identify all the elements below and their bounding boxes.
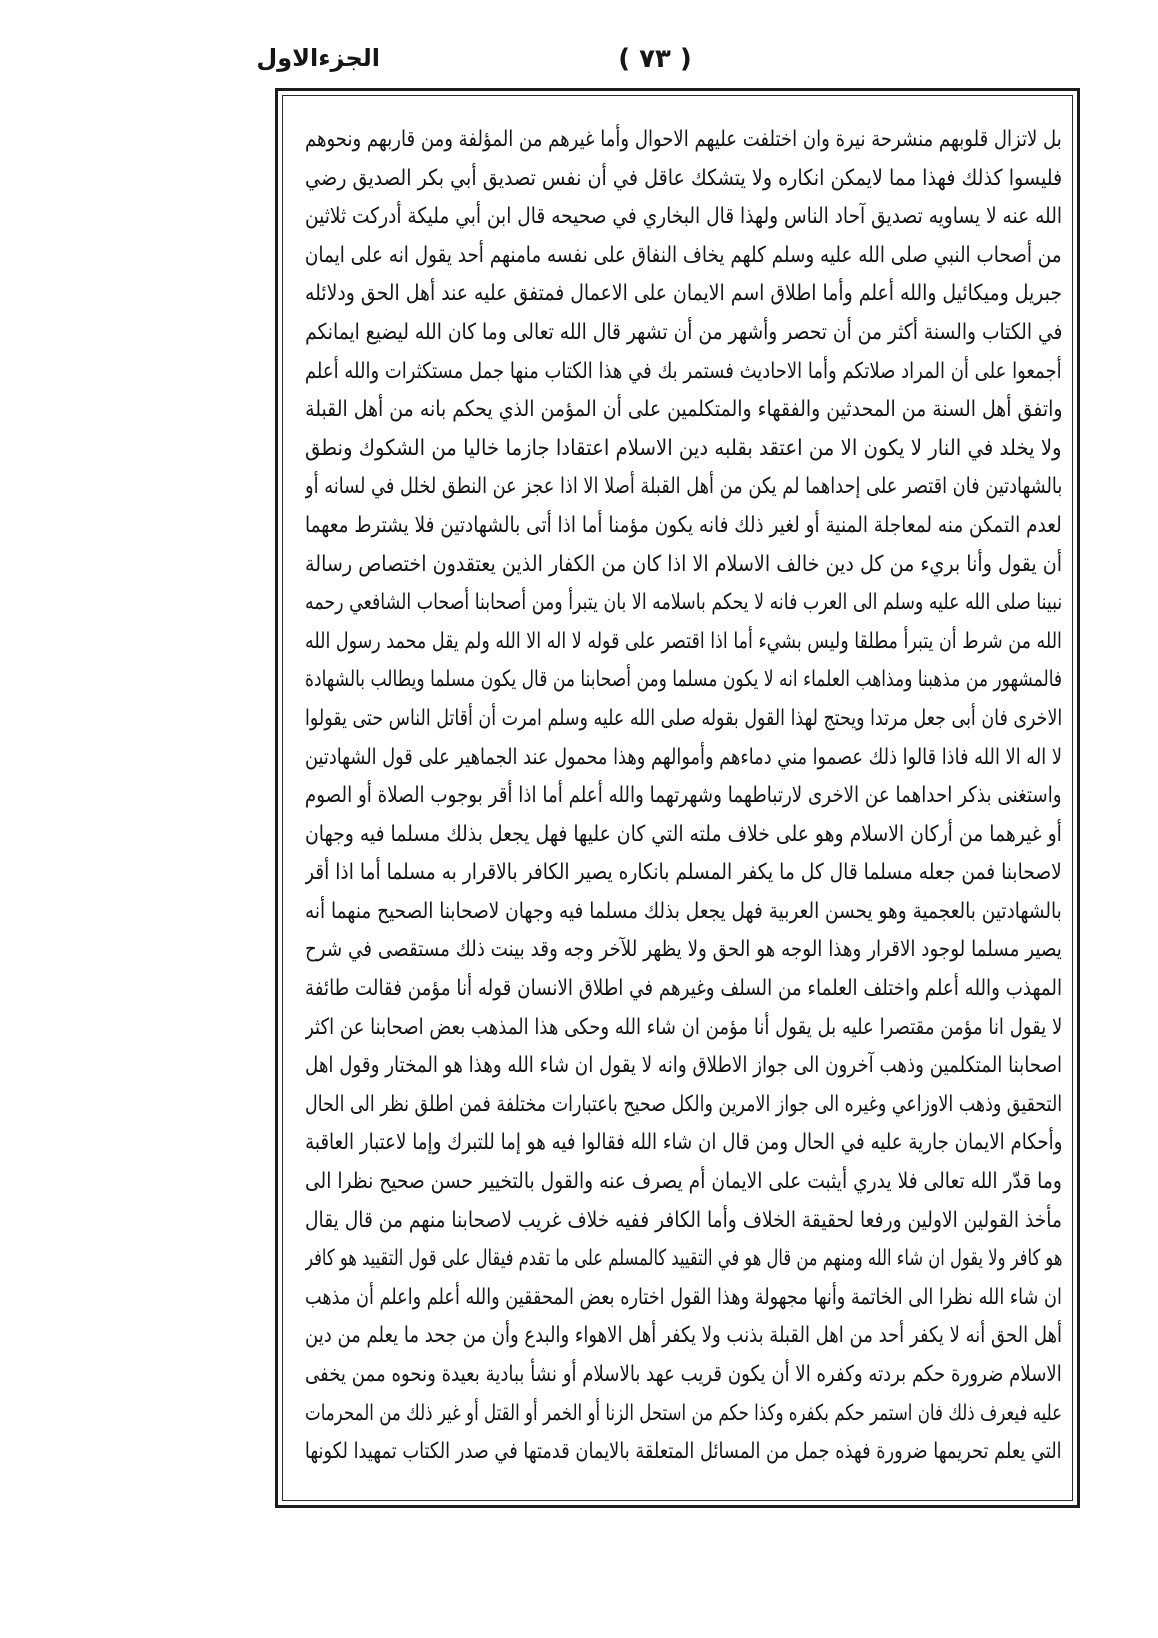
text-line-content: من أصحاب النبي صلى الله عليه وسلم كلهم يخاف النفاق على نفسه مامنهم أحد يقول انه على ايمان [305, 242, 1062, 268]
text-line [305, 1163, 1062, 1202]
text-line-content: الاسلام ضرورة حكم بردته وكفره الا أن يكون قريب عهد بالاسلام أو نشأ ببادية بعيدة ونحوه ممن يخفى [305, 1362, 1062, 1387]
text-line [305, 1047, 1062, 1086]
text-line [305, 777, 1062, 816]
text-line-content: أو غيرهما من أركان الاسلام وهو على خلاف ملته التي كان عليها فهل يجعل بذلك مسلما فيه وجهان [305, 821, 1062, 847]
text-line [305, 1202, 1062, 1241]
text-line [305, 1124, 1062, 1163]
text-line-content: لا اله الا الله فاذا قالوا ذلك عصموا مني دماءهم وأموالهم وهذا محمول عند الجماهير على قول الشهادتين [305, 744, 1062, 770]
text-line-content: أجمعوا على أن المراد صلاتكم وأما الاحاديث فستمر بك في هذا الكتاب منها جمل مستكثرات والله أعلم [305, 358, 1062, 384]
text-line [305, 546, 1062, 585]
text-line [305, 1009, 1062, 1048]
text-line-content: واتفق أهل السنة من المحدثين والفقهاء والمتكلمين على أن المؤمن الذي يحكم بانه من أهل القبلة [305, 397, 1062, 423]
text-line-content: ولا يخلد في النار لا يكون الا من اعتقد بقلبه دين الاسلام اعتقادا جازما خاليا من الشكوك ونطق [305, 435, 1062, 461]
text-line-content: يصير مسلما لوجود الاقرار وهذا الوجه هو الحق ولا يظهر للآخر وجه وقد بينت ذلك مستقصى في شرح [305, 937, 1062, 963]
text-line [305, 468, 1062, 507]
text-line-content: واستغنى بذكر احداهما عن الاخرى لارتباطهما وشهرتهما والله أعلم أما اذا أقر بوجوب الصلاة أو الصوم [305, 783, 1062, 809]
text-line [305, 970, 1062, 1009]
text-line-content: جبريل وميكائيل والله أعلم وأما اطلاق اسم الايمان على الاعمال فمتفق عليه عند أهل الحق ودلائله [305, 281, 1062, 307]
text-line [305, 1086, 1062, 1125]
text-line-content: ان شاء الله نظرا الى الخاتمة وأنها مجهولة وهذا القول اختاره بعض المحققين والله أعلم واعلم أن مذهب [305, 1284, 1062, 1310]
text-line-content: الله عنه لا يساويه تصديق آحاد الناس ولهذا قال البخاري في صحيحه قال ابن أبي مليكة أدركت ثلاثين [305, 204, 1062, 230]
text-line-content: التي يعلم تحريمها ضرورة فهذه جمل من المسائل المتعلقة بالايمان قدمتها في صدر الكتاب تمهيدا لكونها [305, 1439, 1062, 1465]
text-line-content: المهذب والله أعلم واختلف العلماء من السلف وغيرهم في اطلاق الانسان قوله أنا مؤمن فقالت طائفة [305, 976, 1062, 1002]
text-line-content: وأحكام الايمان جارية عليه في الحال ومن قال ان شاء الله فقالوا فيه هو إما للتبرك وإما لاعتبار العاقبة [305, 1130, 1062, 1156]
text-line-content: أهل الحق أنه لا يكفر أحد من اهل القبلة بذنب ولا يكفر أهل الاهواء والبدع وأن من جحد ما يعلم من دين [305, 1323, 1062, 1349]
text-line [305, 198, 1062, 237]
text-line-content: فليسوا كذلك فهذا مما لايمكن انكاره ولا يتشكك عاقل في أن نفس تصديق أبي بكر الصديق رضي [305, 165, 1062, 191]
page-number: ( ٧٣ ) [618, 44, 692, 74]
text-line-content: لا يقول انا مؤمن مقتصرا عليه بل يقول أنا مؤمن ان شاء الله وحكى هذا المذهب بعض اصحابنا عن اكثر [305, 1014, 1062, 1040]
text-line-content: أن يقول وأنا بريء من كل دين خالف الاسلام الا اذا كان من الكفار الذين يعتقدون اختصاص رسالة [305, 551, 1062, 577]
text-line-content: نبينا صلى الله عليه وسلم الى العرب فانه لا يحكم باسلامه الا بان يتبرأ ومن أصحابنا أصحاب الشافعي رحمه [305, 590, 1062, 616]
text-line [305, 237, 1062, 276]
text-line [305, 623, 1062, 662]
text-line-content: عليه فيعرف ذلك فان استمر حكم بكفره وكذا حكم من استحل الزنا أو الخمر أو القتل أو غير ذلك من المحرمات [305, 1400, 1062, 1426]
text-line [305, 584, 1062, 623]
text-line [305, 121, 1062, 160]
text-line [305, 391, 1062, 430]
text-line-content: بالشهادتين فان اقتصر على إحداهما لم يكن من أهل القبلة أصلا الا اذا عجز عن النطق لخلل في لسانه أو [305, 474, 1062, 500]
text-line [305, 353, 1062, 392]
text-line-content: اصحابنا المتكلمين وذهب آخرون الى جواز الاطلاق وانه لا يقول ان شاء الله وهذا هو المختار وقول اهل [305, 1053, 1062, 1079]
text-line [305, 816, 1062, 855]
text-line [305, 854, 1062, 893]
text-line [305, 275, 1062, 314]
text-line [305, 931, 1062, 970]
text-line [305, 1395, 1062, 1434]
text-line [305, 314, 1062, 353]
text-line-content: مأخذ القولين الاولين ورفعا لحقيقة الخلاف وأما الكافر ففيه خلاف غريب لاصحابنا منهم من قال يقال [305, 1207, 1062, 1233]
text-line-content: التحقيق وذهب الاوزاعي وغيره الى جواز الامرين والكل صحيح باعتبارات مختلفة فمن اطلق نظر الى الحال [305, 1091, 1062, 1117]
text-line-content: هو كافر ولا يقول ان شاء الله ومنهم من قال هو في التقييد كالمسلم على ما تقدم فيقال على قول التقييد هو كافر [305, 1246, 1062, 1272]
text-line [305, 1433, 1062, 1472]
text-line [305, 1240, 1062, 1279]
text-line [305, 160, 1062, 199]
text-line-content: لاصحابنا فمن جعله مسلما قال كل ما يكفر المسلم بانكاره يصير الكافر بالاقرار به مسلما أما اذا أقر [305, 860, 1062, 886]
text-line-content: بالشهادتين بالعجمية وهو يحسن العربية فهل يجعل بذلك مسلما فيه وجهان لاصحابنا الصحيح منهما أنه [305, 898, 1062, 924]
text-line [305, 430, 1062, 469]
text-line-content: وما قدّر الله تعالى فلا يدري أيثبت على الايمان أم يصرف عنه والقول بالتخيير حسن صحيح نظرا الى [305, 1169, 1062, 1195]
text-line-content: بل لاتزال قلوبهم منشرحة نيرة وان اختلفت عليهم الاحوال وأما غيرهم من المؤلفة ومن قاربهم ونحوهم [305, 127, 1062, 152]
text-line [305, 1356, 1062, 1395]
text-line [305, 1279, 1062, 1318]
text-line [305, 700, 1062, 739]
text-line-content: لعدم التمكن منه لمعاجلة المنية أو لغير ذلك فانه يكون مؤمنا أما اذا أتى بالشهادتين فلا يشترط معهما [305, 512, 1062, 538]
text-line-content: فالمشهور من مذهبنا ومذاهب العلماء انه لا يكون مسلما ومن أصحابنا من قال يكون مسلما ويطالب بالشهادة [305, 667, 1062, 693]
text-line-content: الاخرى فان أبى جعل مرتدا ويحتج لهذا القول بقوله صلى الله عليه وسلم امرت أن أقاتل الناس حتى يقولوا [305, 705, 1062, 731]
text-line [305, 661, 1062, 700]
text-line [305, 1317, 1062, 1356]
running-head-volume: الجزءالاول [256, 44, 380, 72]
text-line-content: في الكتاب والسنة أكثر من أن تحصر وأشهر من أن تشهر قال الله تعالى وما كان الله ليضيع ايمانكم [305, 319, 1062, 345]
text-line [305, 893, 1062, 932]
text-line [305, 739, 1062, 778]
text-line-content: الله من شرط أن يتبرأ مطلقا وليس بشيء أما اذا اقتصر على قوله لا اله الا الله ولم يقل محمد رسول الله [305, 628, 1062, 654]
body-text [305, 121, 1062, 1472]
text-line [305, 507, 1062, 546]
